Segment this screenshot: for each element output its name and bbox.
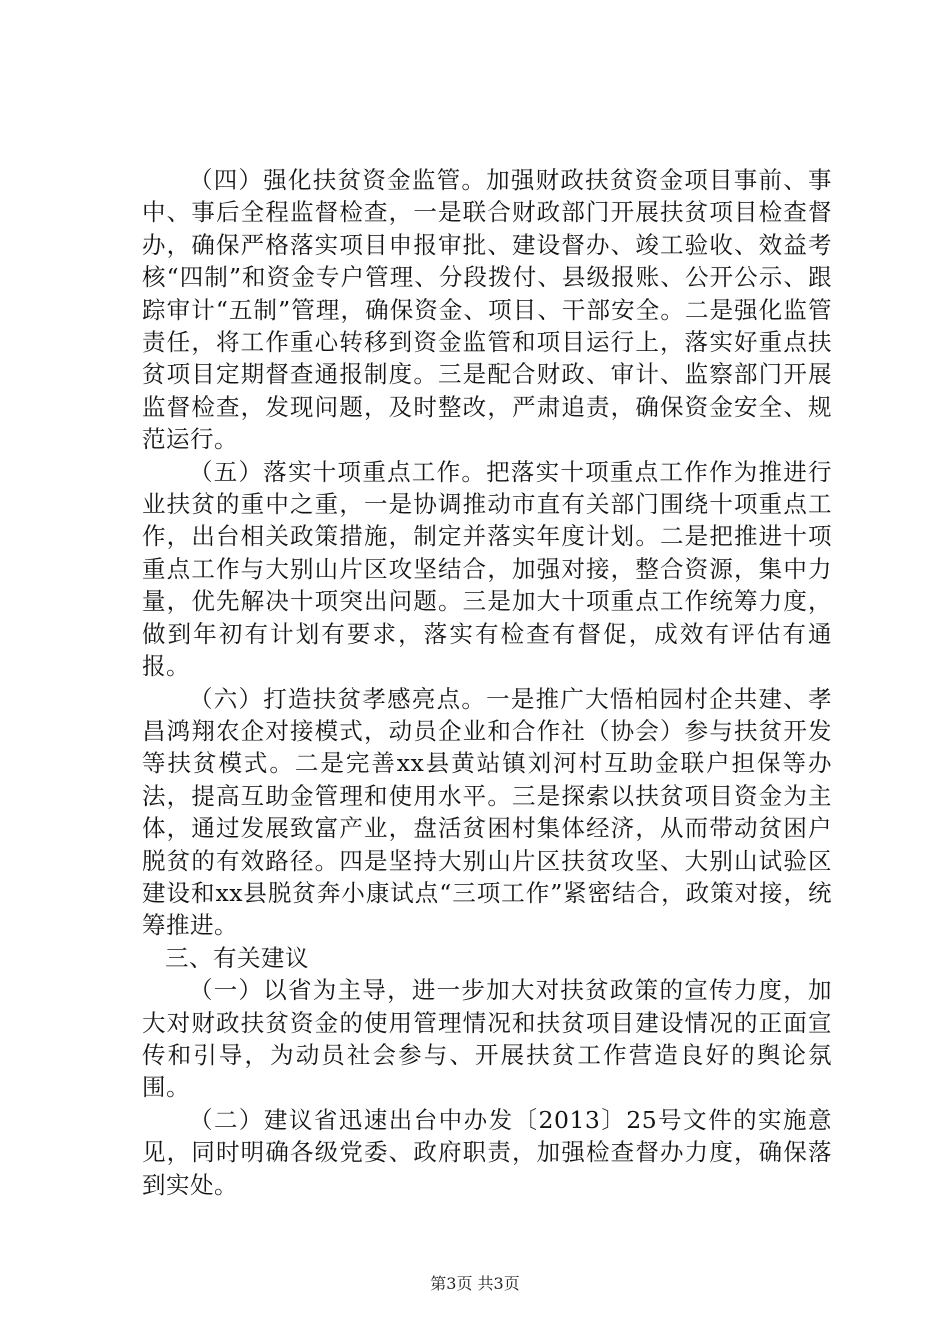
paragraph-ten-key-tasks: （五）落实十项重点工作。把落实十项重点工作作为推进行业扶贫的重中之重，一是协调推动市直有关部门围绕十项重点工作，出台相关政策措施，制定并落实年度计划。二是把推进十项重点工作与大别山片区攻坚结合，加强对接，整合资源，集中力量，优先解决十项突出问题。三是加大十项重点工作统筹力度，做到年初有计划有要求，落实有检查有督促，成效有评估有通报。 [142,457,832,681]
document-body [142,164,832,1201]
paragraph-suggestion-one: （一）以省为主导，进一步加大对扶贫政策的宣传力度，加大对财政扶贫资金的使用管理情况和扶贫项目建设情况的正面宣传和引导，为动员社会参与、开展扶贫工作营造良好的舆论氛围。 [142,976,832,1102]
section-heading-suggestions: 三、有关建议 [165,943,309,972]
paragraph-strengthen-fund-supervision: （四）强化扶贫资金监管。加强财政扶贫资金项目事前、事中、事后全程监督检查，一是联合财政部门开展扶贫项目检查督办，确保严格落实项目申报审批、建设督办、竣工验收、效益考核“四制”和资金专户管理、分段拨付、县级报账、公开公示、跟踪审计“五制”管理，确保资金、项目、干部安全。二是强化监管责任，将工作重心转移到资金监管和项目运行上，落实好重点扶贫项目定期督查通报制度。三是配合财政、审计、监察部门开展监督检查，发现问题，及时整改，严肃追责，确保资金安全、规范运行。 [142,166,832,454]
page-footer: 第3页 共3页 [430,1274,520,1293]
paragraph-suggestion-two: （二）建议省迅速出台中办发〔2013〕25号文件的实施意见，同时明确各级党委、政府职责，加强检查督办力度，确保落到实处。 [142,1105,832,1199]
paragraph-xiaogan-highlights: （六）打造扶贫孝感亮点。一是推广大悟柏园村企共建、孝昌鸿翔农企对接模式，动员企业和合作社（协会）参与扶贫开发等扶贫模式。二是完善xx县黄站镇刘河村互助金联户担保等办法，提高互助金管理和使用水平。三是探索以扶贫项目资金为主体，通过发展致富产业，盘活贫困村集体经济，从而带动贫困户脱贫的有效路径。四是坚持大别山片区扶贫攻坚、大别山试验区建设和xx县脱贫奔小康试点“三项工作”紧密结合，政策对接，统筹推进。 [142,684,832,940]
